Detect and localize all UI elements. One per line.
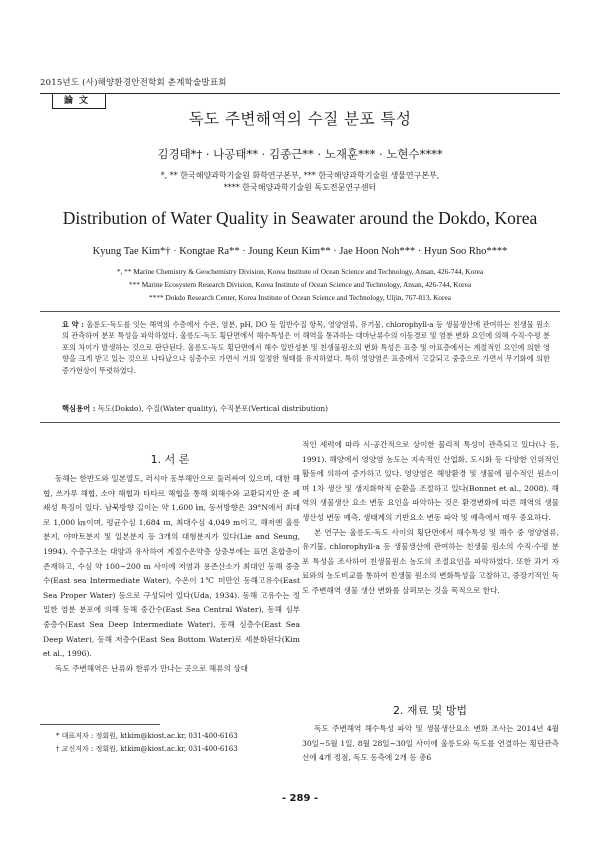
abstract [62, 319, 550, 376]
intro-paragraph-4: 본 연구는 울릉도-독도 사이의 횡단면에서 해수특성 및 해수 중 영양염류, 유기물, chlorophyll-a 등 생물생산에 관여하는 친생물 원소의 수직·수평 분포 특성을 조사하여 친생물원소 농도의 조절요인을 파악하였다. 또한 과거 자료와의 농도비교를 통하여 친생물 원소의 변화특성을 고찰하고, 중장기적인 독도 주변해역 생물 생산 변화를 살펴보는 것을 목적으로 한다. [302, 527, 559, 595]
section-methods-title: 2. 재료 및 방법 [392, 704, 468, 717]
english-affiliation-2: *** Marine Ecosystem Research Division, Korea Institute of Ocean Science and Technology, Ansan, 426-744, Korea [128, 280, 472, 289]
left-column [43, 472, 300, 676]
footnote-rule [40, 724, 160, 725]
korean-title: 독도 주변해역의 수질 분포 특성 [188, 110, 412, 128]
page-number: - 289 - [281, 793, 319, 804]
keywords-label: 핵심용어 : [62, 404, 96, 413]
english-authors: Kyung Tae Kim*† · Kongtae Ra** · Joung Keun Kim** · Jae Hoon Noh*** · Hyun Soo Rho**** [92, 246, 508, 257]
abstract-text: 울릉도-독도를 잇는 해역의 수층에서 수온, 염분, pH, DO 등 일반수질 항목, 영양염류, 유기물, chlorophyll-a 등 생물생산에 관여하는 친생물 원소의 관측하여 분포 특성을 파악하였다. 울릉도-독도 횡단면에서 해수특성은 이 해역을 통과하는 대마난류수의 이동경로 및 염분 변화 요인에 의해 수직·수평 분포의 차이가 발생하는 것으로 판단된다. 울릉도-독도 횡단면에서 해수 일반성분 및 친생물원소의 변화 특성은 표층 및 아표층에서는 계절적인 요인에 의한 영향을 크게 받고 있는 것으로 나타났으나 심층수로 가면서 거의 일정한 형태를 유지하였다. 특히 영양염은 표층에서 고갈되고 중층으로 가면서 무기화에 의한 증가현상이 뚜렷하였다. [62, 320, 550, 375]
intro-paragraph-2: 독도 주변해역은 난류와 한류가 만나는 곳으로 해류의 상대 [55, 663, 248, 673]
footnote-1: * 대표저자 : 정회원, ktkim@kiost.ac.kr, 031-400-6163 [56, 732, 238, 740]
intro-paragraph-1: 동해는 한반도와 일본열도, 러시아 동부해안으로 둘러싸여 있으며, 대한 해협, 쓰가루 해협, 소야 해협과 타타르 해협을 통해 외해수와 교환되지만 준 폐쇄성 특징이 있다. 남북방향 길이는 약 1,600 ㎞, 동서방향은 39°N에서 최대로 1,000 ㎞이며, 평균수심 1,684 m, 최대수심 4,049 m이고, 해저엔 울릉분지, 야마토분지 및 일본분지 등 3개의 대형분지가 있다(Lie and Seung, 1994). 수층구조는 대양과 유사하여 계절수온약층 상층부에는 표면 혼합층이 존재하고, 수심 약 100∼200 m 사이에 저염과 용존산소가 최대인 동해 중층수(East sea Intermediate Water), 수온이 1℃ 미만인 동해고유수(East Sea Proper Water) 등으로 구성되어 있다(Uda, 1934). 동해 고유수는 정밀한 염분 분포에 의해 동해 중간수(East Sea Central Water), 동해 심부 중층수(East Sea Deep Intermediate Water), 동해 심층수(East Sea Deep Water), 동해 저층수(East Sea Bottom Water)로 세분화된다(Kim et al., 1996). [43, 474, 300, 659]
abstract-top-rule [40, 311, 560, 312]
keywords [62, 404, 550, 414]
abstract-bottom-rule [40, 422, 560, 423]
right-column [302, 438, 559, 599]
korean-affiliation-1: *, ** 한국해양과학기술원 화학연구본부, *** 한국해양과학기술원 생물연구본부, [160, 171, 440, 180]
methods-column [302, 722, 559, 766]
abstract-label: 요 약 : [62, 320, 84, 329]
english-title: Distribution of Water Quality in Seawater around the Dokdo, Korea [62, 208, 538, 228]
intro-paragraph-3: 적인 세력에 따라 시·공간적으로 상이한 물리적 특성이 관측되고 있다(나 등, 1991). 해양에서 영양염 농도는 지속적인 산업화, 도시화 등 다양한 인위적인 활동에 의하여 증가하고 있다. 영양염은 해양환경 및 생물에 필수적인 원소이며 1차 생산 및 생지화학적 순환을 조절하고 있다(Bonnet et al., 2008). 해역의 생물생산 요소 변동 요인을 파악하는 것은 환경변화에 따른 해역의 생물생산성 변동 예측, 생태계의 기반요소 변동 파악 및 예측에서 매우 중요하다. [302, 440, 559, 522]
english-affiliation-1: *, ** Marine Chemistry & Geochemistry Division, Korea Institute of Ocean Science and Technology, Ansan, 426-744, Korea [116, 267, 484, 276]
korean-affiliation-2: **** 한국해양과학기술원 독도전문연구센터 [223, 183, 377, 192]
paper-type-tag: 論文 [52, 93, 106, 109]
footnote-2: † 교신저자 : 정회원, ktkim@kiost.ac.kr, 031-400-6163 [56, 745, 238, 753]
section-introduction-title: 1. 서 론 [150, 453, 190, 466]
conference-header: 2015년도 (사)해양환경안전학회 춘계학술발표회 [40, 78, 227, 88]
korean-authors: 김경태*† · 나공태** · 김종근** · 노재훈*** · 노현수**** [157, 147, 443, 161]
keywords-text: 독도(Dokdo), 수질(Water quality), 수직분포(Vertical distribution) [97, 404, 328, 413]
methods-paragraph-1: 독도 주변해역 해수특성 파악 및 생물생산요소 변화 조사는 2014년 4월 30일∼5월 1일, 8월 28일∼30일 사이에 울릉도와 독도를 연결하는 횡단관측선에 4개 정점, 독도 동측에 2개 등 총6 [302, 724, 559, 763]
header-rule [40, 93, 560, 94]
english-affiliation-3: **** Dokdo Research Center, Korea Institute of Ocean Science and Technology, Uljin, 767-813, Korea [149, 293, 451, 302]
